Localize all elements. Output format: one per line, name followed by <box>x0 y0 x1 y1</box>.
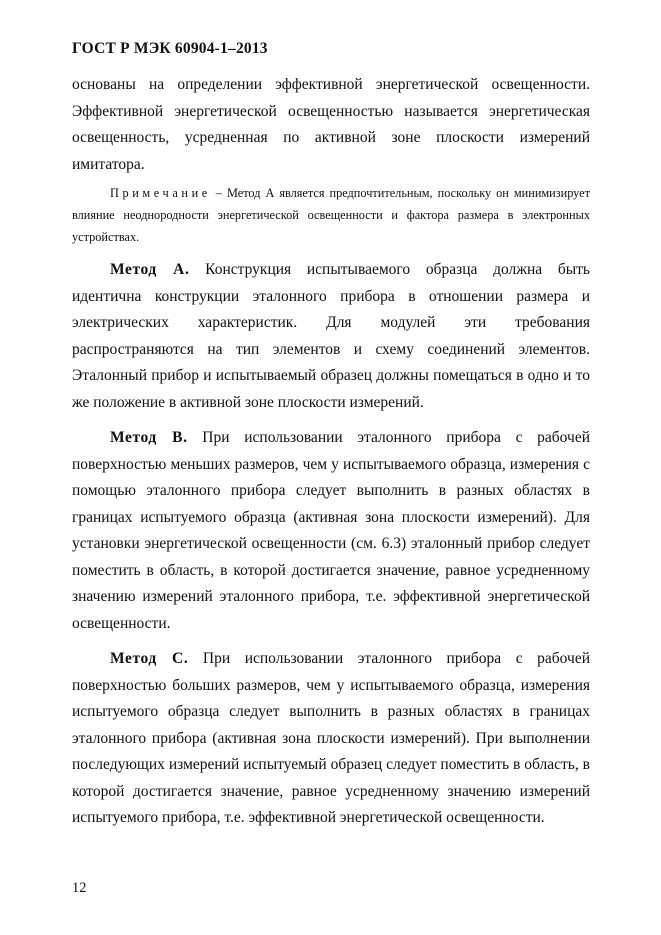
note-paragraph <box>72 182 590 248</box>
method-c-label: Метод С. <box>110 650 189 667</box>
method-a-label: Метод А. <box>110 261 190 278</box>
note-text: Метод А является предпочтительным, поскольку он минимизирует влияние неоднородности энергетической освещенности и фактора размера в электронных устройствах. <box>72 186 591 244</box>
page-header-title: ГОСТ Р МЭК 60904-1–2013 <box>72 40 268 57</box>
method-b-label: Метод В. <box>110 429 188 446</box>
intro-paragraph: основаны на определении эффективной энергетической освещенности. Эффективной энергетической освещенностью называется энергетическая освещенность, усредненная по активной зоне плоскости измерений имитатора. <box>72 76 590 173</box>
page-number: 12 <box>72 880 87 896</box>
note-dash: – <box>210 186 227 200</box>
method-c-text: При использовании эталонного прибора с рабочей поверхностью больших размеров, чем у испытываемого образца, измерения испытуемого образца следует выполнить в разных областях в границах эталонного прибора (активная зона плоскости измерений). При выполнении последующих измерений испытуемый образец следует поместить в область, в которой достигается значение, равное усредненному значению измерений испытуемого прибора, т.е. эффективной энергетической освещенности. <box>72 650 590 826</box>
method-a-text: Конструкция испытываемого образца должна быть идентична конструкции эталонного прибора в отношении размера и электрических характеристик. Для модулей эти требования распространяются на тип элементов и схему соединений элементов. Эталонный прибор и испытываемый образец должны помещаться в одно и то же положение в активной зоне плоскости измерений. <box>72 261 591 411</box>
note-label: Примечание <box>110 186 211 200</box>
method-b-text: При использовании эталонного прибора с рабочей поверхностью меньших размеров, чем у испытываемого образца, измерения с помощью эталонного прибора следует выполнить в разных областях в границах испытуемого образца (активная зона плоскости измерений). Для установки энергетической освещенности (см. 6.3) эталонный прибор следует поместить в область, в которой достигается значение, равное усредненному значению измерений эталонного прибора, т.е. эффективной энергетической освещенности. <box>72 429 590 632</box>
method-c-paragraph <box>72 646 590 832</box>
method-a-paragraph <box>72 257 590 416</box>
body-text <box>72 72 590 832</box>
method-b-paragraph <box>72 425 590 637</box>
